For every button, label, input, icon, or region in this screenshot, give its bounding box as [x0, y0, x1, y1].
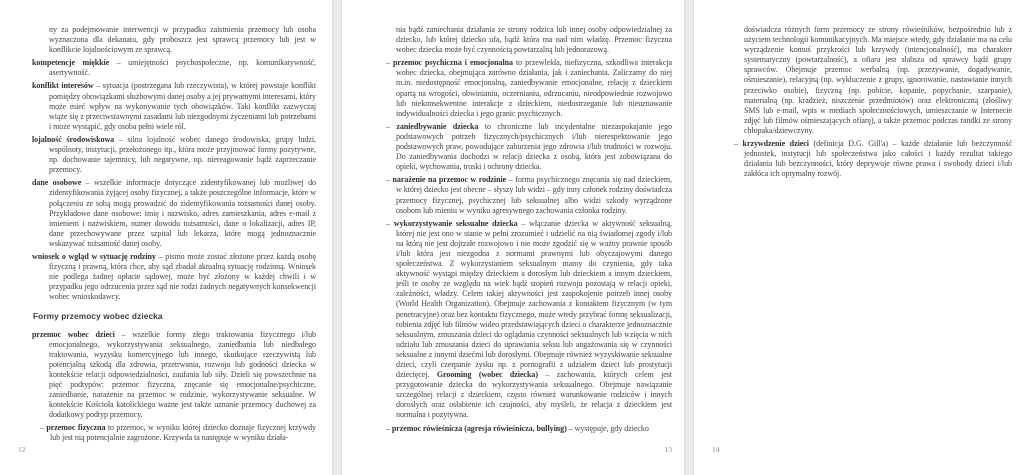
page-13 [342, 0, 684, 475]
list-item-text: – występuje, gdy dziecko [568, 423, 649, 433]
page-12-content [0, 0, 332, 443]
glossary-definition: – wszelkie informacje dotyczące zidentyfikowanej lub możliwej do zidentyfikowania żyjącej osoby fizycznej, a także poszczególne informacje, które w połączeniu ze sobą mogą prowadzić do zidentyfikowania tożsamości danej osoby. Przykładowe dane osobowe: imię i nazwisko, adres zamieszkania, adres e-mail z imieniem i nazwiskiem, numer dowodu tożsamości, dane o lokalizacji, adres IP, dane przechowywane przez szpital lub lekarza, które mogą jednoznacznie wskazywać tożsamość danej osoby. [49, 178, 316, 248]
list-item-term: przemoc fizyczna [46, 423, 106, 433]
glossary-term: konflikt interesów [32, 81, 94, 91]
inline-term-grooming: Grooming (wobec dziecka) [436, 370, 538, 380]
list-item-term: przemoc rówieśnicza (agresja rówieśnicza, bullying) [391, 423, 567, 433]
list-item-krzywdzenie-dzieci [734, 139, 1013, 179]
glossary-entry-dane-osobowe [32, 178, 316, 249]
list-item-zaniedbywanie-dziecka [386, 121, 672, 172]
glossary-term: przemoc wobec dzieci [32, 329, 115, 339]
glossary-term: dane osobowe [32, 178, 82, 188]
list-item-term: krzywdzenie dzieci [742, 139, 809, 149]
bullet-marker: – [386, 423, 390, 433]
list-item-text: to chroniczne lub incydentalne niezaspokajanie jego podstawowych potrzeb fizycznych/psychicznych i/lub nierespektowanie jego podstawowych praw, powodujące zaburzenia jego zdrowia i/lub trudności w rozwoju. Do zaniedbywania dochodzi w relacji dziecka z osobą, która jest zobowiązana do opieki, wychowania, troski i ochrony dziecka. [396, 121, 672, 172]
glossary-entry-przemoc-wobec-dzieci [32, 330, 316, 421]
section-heading: Formy przemocy wobec dziecka [33, 311, 163, 322]
list-item-przemoc-rowiesnicza [386, 423, 672, 434]
glossary-definition: – sytuacja (postrzegana lub rzeczywista), w której powstaje konflikt pomiędzy obowiązkami służbowymi danej osoby a jej prywatnymi interesami, który może mieć wpływ na wykonywanie tych obowiązków. Taki konflikt zazwyczaj wiąże się z przeciwstawnymi zasadami lub niezgodnymi życzeniami lub potrzebami i może wystąpić, gdy osoba pełni wiele ról. [49, 81, 316, 131]
list-item-term: narażenie na przemoc w rodzinie [392, 175, 507, 185]
glossary-term: lojalność środowiskowa [32, 134, 115, 144]
list-item-term: wykorzystywanie seksualne dziecka [393, 218, 518, 228]
paragraph-continuation: doświadcza różnych form przemocy ze strony rówieśników, bezpośrednio lub z użyciem technologii komunikacyjnych. Ma miejsce wtedy, gdy działanie ma na celu wyrządzenie komuś przykrości lub krzywdy (intencjonalność), ma charakter systematyczny (powtarzalność), a ofiara jest słabsza od sprawcy bądź grupy sprawców. Obejmuje przemoc werbalną (np. przezywanie, dogadywanie, ośmieszanie), relacyjną (np. wykluczenie z grupy, ignorowanie, nastawianie innych przeciwko osobie), fizyczną (np. pobicie, kopanie, popychanie, szarpanie), materialną (np. kradzież, niszczenie przedmiotów) oraz elektroniczną (złośliwy SMS lub e-mail, wpis w mediach społecznościowych, umieszczanie w Internecie zdjęć lub filmów ośmieszających ofiarę), a także przemoc podczas randki ze strony chłopaka/dziewczyny. [744, 25, 1012, 135]
page-number: 14 [712, 445, 720, 454]
bullet-marker: – [40, 423, 44, 433]
glossary-term: kompetencje miękkie [32, 58, 110, 68]
glossary-entry-kompetencje-miekkie [32, 58, 316, 78]
page-14 [694, 0, 1024, 475]
glossary-definition: – umiejętności psychospołeczne, np. komunikatywność, asertywność. [49, 58, 316, 78]
bullet-marker: – [386, 175, 390, 185]
list-item-term: zaniedbywanie dziecka [396, 121, 479, 131]
list-item-text: – włączanie dziecka w aktywność seksualną, której nie jest ono w stanie w pełni zrozumieć i udzielić na nią świadomej zgody i/lub na którą nie jest dojrzałe rozwojowo i nie może zgodzić się w ważny prawnie sposób i/lub która jest niezgodna z normami prawnymi lub obyczajowymi danego społeczeństwa. Z wykorzystaniem seksualnym mamy do czynienia, gdy taka aktywność wystąpi między dzieckiem a dorosłym lub dzieckiem a innym dzieckiem, jeśli te osoby ze względu na wiek bądź stopień rozwoju pozostają w relacji opieki, zależności, władzy. Celem takiej aktywności jest zaspokojenie potrzeb innej osoby (World Health Organization). Obejmuje zachowania z kontaktem fizycznym (w tym penetracyjne) oraz bez kontaktu fizycznego, może wtedy przybrać formę seksualizacji, robienia zdjęć lub filmów wideo przedstawiających dzieci o charakterze jednoznacznie seksualnym, zmuszania dzieci do oglądania czynności seksualnych lub wzięcia w nich udziału lub zmuszania dzieci do uprawiania seksu lub angażowania się w czynności seksualne z innymi dziećmi lub dorosłymi. Obejmuje również wyzyskiwanie seksualne dzieci, czyli czerpanie zysku np. z pornografii z udziałem dzieci lub prostytucji dziecięcej. [396, 218, 672, 380]
list-item-text: – zachowania, których celem jest przygotowanie dziecka do wykorzystywania seksualnego. Obejmuje nawiązanie szczególnej relacji z dzieckiem, często również warunkowanie rodziców i innych dorosłych oraz osłabienie ich czujności, aby myśleli, że relacja z dzieckiem jest normalna i pozytywna. [396, 370, 672, 420]
page-number: 12 [18, 445, 26, 454]
page-gutter [684, 0, 694, 475]
glossary-entry-lojalnosc-srodowiskowa [32, 135, 316, 175]
glossary-definition: – pismo może zostać złożone przez każdą osobę fizyczną i prawną, która chce, aby sąd zbadał aktualną sytuację rodzinną. Wniosek nie podlega żadnej opłacie sądowej, może być złożony w każdej chwili i w przypadku jego odrzucenia przez sąd nie rodzi żadnych negatywnych konsekwencji wobec wnioskodawcy. [49, 251, 316, 302]
bullet-marker: – [734, 139, 738, 149]
list-item-narazenie-na-przemoc [386, 175, 673, 215]
list-item-wykorzystywanie-seksualne [386, 218, 672, 421]
list-item-term: przemoc psychiczna i emocjonalna [392, 58, 513, 68]
paragraph-continuation: nia bądź zaniechania działania ze strony rodzica lub innej osoby odpowiedzialnej za dziecko, lub której dziecko ufa, bądź która ma nad nim władzę. Przemoc fizyczna wobec dziecka może być czynnością powtarzalną lub jednorazową. [396, 25, 672, 55]
page-number: 13 [664, 445, 672, 454]
list-item-text: – forma psychicznego znęcania się nad dzieckiem, w której dziecko jest obecne – słyszy lub widzi – gdy inny członek rodziny doświadcza przemocy fizycznej, psychicznej lub seksualnej albo widzi szkody wyrządzone osobom lub mieniu w wyniku agresywnego zachowania członka rodziny. [396, 175, 673, 215]
bullet-marker: – [386, 218, 390, 228]
glossary-term: wniosek o wgląd w sytuację rodziny [32, 251, 156, 261]
list-item-text: (definicja D.G. Gill'a) – każde działanie lub bezczynność jednostek, instytucji lub społeczeństwa jako całości i każdy rezultat takiego działania lub bezczynności, który deprywuje równe prawa i swobody dzieci i/lub zakłóca ich optymalny rozwój. [744, 139, 1013, 179]
list-item-przemoc-psychiczna [386, 58, 672, 119]
page-12 [0, 0, 332, 475]
bullet-marker: – [386, 121, 390, 131]
glossary-definition: – wszelkie formy złego traktowania fizycznego i/lub emocjonalnego, wykorzystywania seksualnego, zaniedbania lub niedbałego traktowania, wyzysku komercyjnego lub innego, skutkujące rzeczywistą lub potencjalną szkodą dla zdrowia, przetrwania, rozwoju lub godności dziecka w kontekście relacji odpowiedzialności, zaufania lub siły. Dzieli się powszechnie na pięć podtypów: przemoc fizyczna, znęcanie się emocjonalne/psychiczne, zaniedbanie, narażenie na przemoc w rodzinie, wykorzystywanie seksualne. W kontekście Kościoła katolickiego ważne jest także uznanie przemocy duchowej za dodatkowy podtyp przemocy. [49, 329, 316, 420]
page-13-content [342, 0, 684, 433]
list-item-text: to przemoc, w wyniku której dziecko doznaje fizycznej krzywdy lub jest nią potencjalnie zagrożone. Krzywda ta następuje w wyniku działa- [50, 423, 316, 443]
page-gutter [332, 0, 342, 475]
list-item-text: to przewlekła, niefizyczna, szkodliwa interakcja wobec dziecka, obejmująca zarówno działania, jak i zaniechania. Zaliczamy do niej m.in. niedostępność emocjonalną, zaniedbywanie emocjonalne, relację z dzieckiem opartą na wrogości, obwinianiu, oczernianiu, odrzucaniu, nieodpowiednie rozwojowo lub niekonsekwentne interakcje z dzieckiem, niedostrzeganie lub nieuznawanie indywidualności dziecka i jego granic psychicznych. [396, 58, 672, 118]
glossary-entry-wniosek [32, 252, 316, 302]
page-14-content [694, 0, 1024, 422]
glossary-definition: – silna lojalność wobec danego środowiska, grupy ludzi, wspólnoty, instytucji, przełożonego itp., która może przyjmować formy pozytywne, np. dochowanie tajemnicy, lub negatywne, np. niereagowanie bądź zaprzeczanie przemocy. [49, 134, 317, 175]
paragraph-continuation: ny za podejmowanie interwencji w przypadku zaistnienia przemocy lub osoba wyznaczona dla dekanatu, gdy proboszcz jest sprawcą przemocy lub jest w konflikcie lojalnościowym ze sprawcą. [49, 25, 316, 55]
glossary-entry-konflikt-interesow [32, 81, 316, 131]
bullet-marker: – [386, 58, 390, 68]
list-item-przemoc-fizyczna [40, 423, 316, 443]
